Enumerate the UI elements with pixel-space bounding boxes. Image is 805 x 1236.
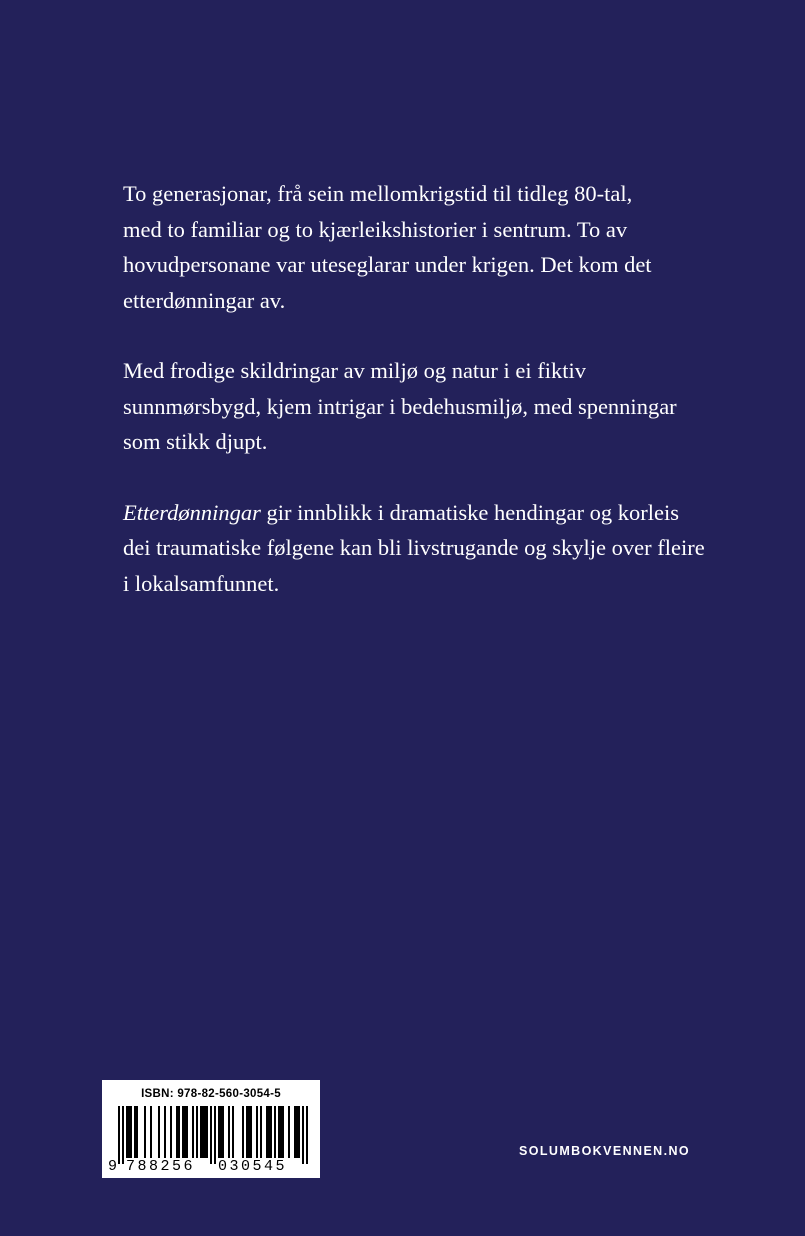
ean-digits	[104, 1158, 318, 1176]
barcode-bar	[280, 1106, 282, 1158]
barcode-bar	[144, 1106, 146, 1158]
barcode-bar	[126, 1106, 128, 1158]
barcode-bar	[306, 1106, 308, 1164]
blurb-text	[123, 176, 723, 601]
barcode-bar	[294, 1106, 296, 1158]
barcode-bar	[256, 1106, 258, 1158]
barcode-bar	[242, 1106, 244, 1158]
barcode-bar	[136, 1106, 138, 1158]
barcode-bar	[192, 1106, 194, 1158]
barcode-bar	[302, 1106, 304, 1164]
barcode-bar	[158, 1106, 160, 1158]
barcode-bar	[134, 1106, 136, 1158]
barcode-bar	[296, 1106, 298, 1158]
barcode-bar	[218, 1106, 220, 1158]
barcode-bar	[250, 1106, 252, 1158]
barcode-bar	[214, 1106, 216, 1164]
barcode-bar	[150, 1106, 152, 1158]
barcode-bar	[246, 1106, 248, 1158]
barcode-bar	[298, 1106, 300, 1158]
barcode-bar	[202, 1106, 204, 1158]
barcode-bar	[184, 1106, 186, 1158]
barcode-bar	[266, 1106, 268, 1158]
barcode-bar	[278, 1106, 280, 1158]
barcode-bar	[170, 1106, 172, 1158]
barcode-bar	[186, 1106, 188, 1158]
barcode-bar	[118, 1106, 120, 1164]
barcode-bar	[128, 1106, 130, 1158]
blurb-paragraph-3-text: gir innblikk i dramatiske hendingar og korleis dei traumatiske følgene kan bli livstrugande og skylje over fleire i lokalsamfunnet.	[123, 499, 705, 596]
ean-right-group: 030545	[218, 1158, 288, 1175]
barcode-bar	[178, 1106, 180, 1158]
barcode-bar	[270, 1106, 272, 1158]
ean-left-group: 788256	[126, 1158, 196, 1175]
barcode-bar	[176, 1106, 178, 1158]
barcode-bar	[288, 1106, 290, 1158]
isbn-barcode	[102, 1080, 320, 1178]
barcode-bar	[164, 1106, 166, 1158]
barcode-bar	[220, 1106, 222, 1158]
barcode-bar	[282, 1106, 284, 1158]
barcode-bar	[222, 1106, 224, 1158]
barcode-bar	[196, 1106, 198, 1158]
barcode-bar	[228, 1106, 230, 1158]
blurb-paragraph-1: To generasjonar, frå sein mellomkrigstid til tidleg 80-tal, med to familiar og to kjærleikshistorier i sentrum. To av hovudpersonane var uteseglarar under krigen. Det kom det etterdønningar av.	[123, 181, 652, 313]
book-title: Etterdønningar	[123, 499, 261, 525]
publisher-website: SOLUMBOKVENNEN.NO	[519, 1144, 691, 1158]
barcode-bar	[130, 1106, 132, 1158]
barcode-bar	[122, 1106, 124, 1164]
ean-first-digit: 9	[108, 1158, 118, 1175]
blurb-paragraph-3	[123, 495, 723, 602]
blurb-paragraph-2: Med frodige skildringar av miljø og natur i ei fiktiv sunnmørsbygd, kjem intrigar i bedehusmiljø, med spenningar som stikk djupt.	[123, 358, 677, 454]
barcode-bar	[206, 1106, 208, 1158]
barcode-bar	[248, 1106, 250, 1158]
barcode-bar	[200, 1106, 202, 1158]
barcode-bar	[182, 1106, 184, 1158]
barcode-bar	[268, 1106, 270, 1158]
barcode-bar	[274, 1106, 276, 1158]
isbn-label: ISBN: 978-82-560-3054-5	[141, 1088, 281, 1100]
barcode-bar	[232, 1106, 234, 1158]
barcode-bar	[210, 1106, 212, 1164]
barcode-bars	[118, 1106, 308, 1164]
barcode-bar	[204, 1106, 206, 1158]
barcode-bar	[260, 1106, 262, 1158]
